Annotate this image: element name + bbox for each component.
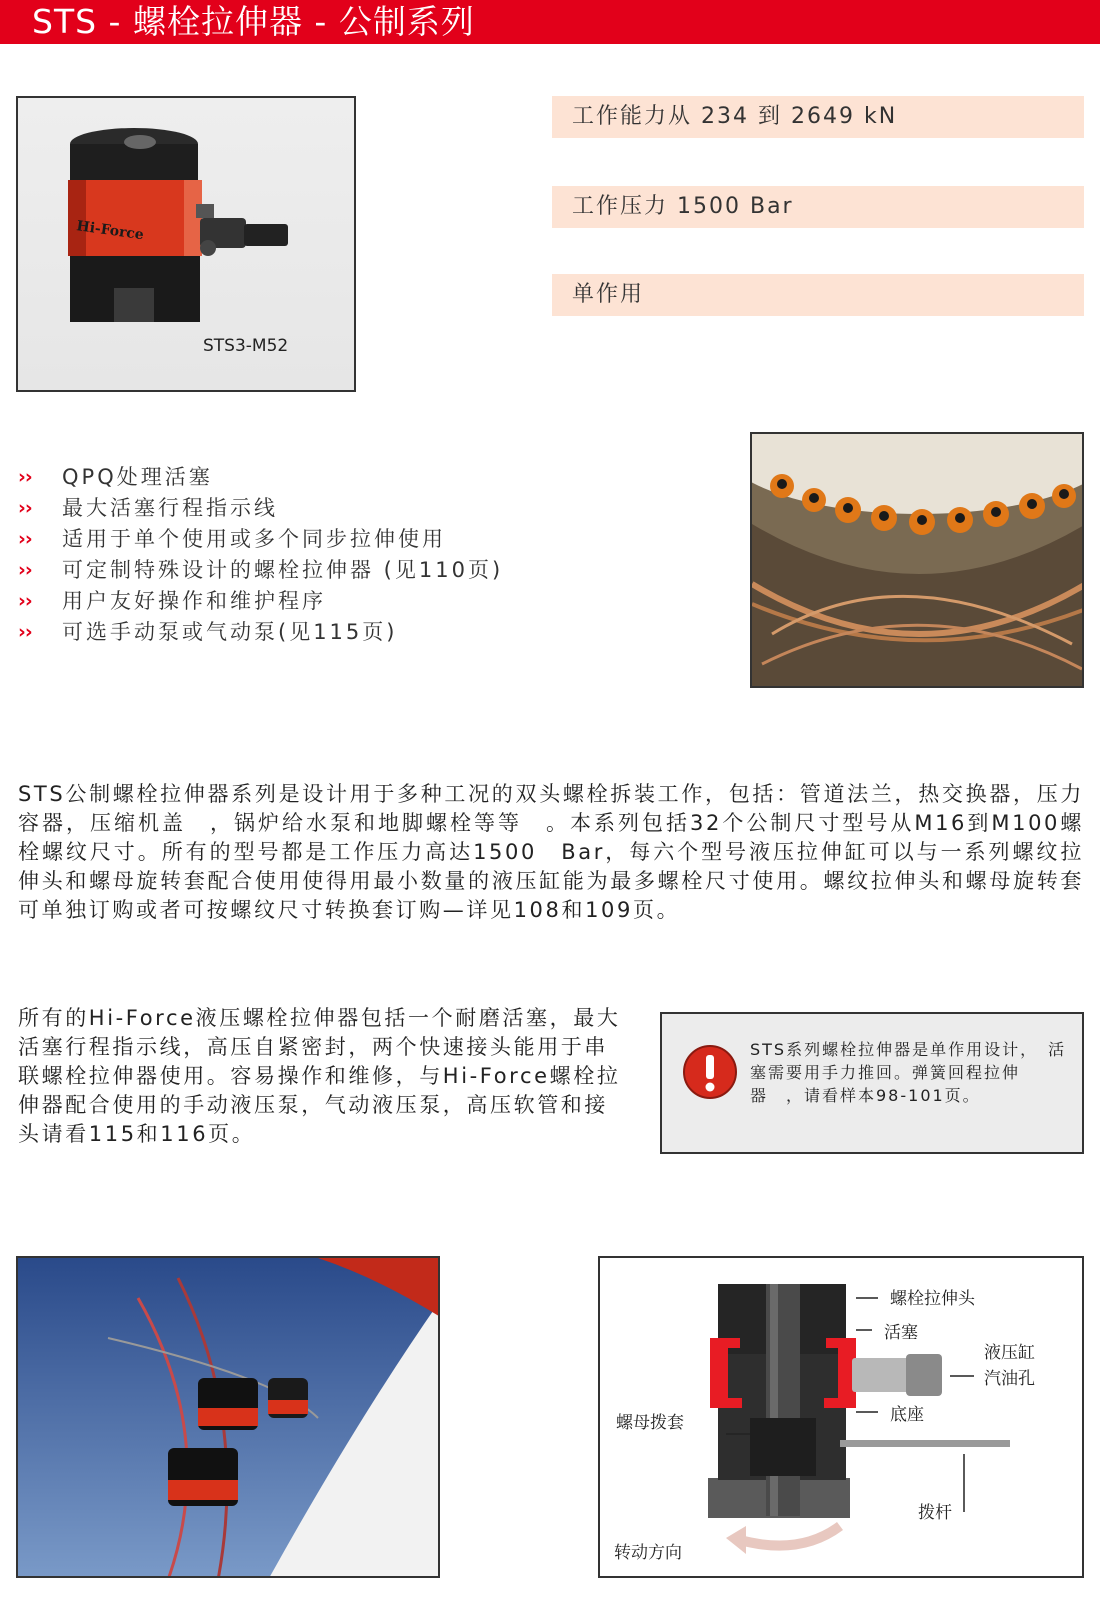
feature-item: ›› QPQ处理活塞 bbox=[18, 462, 698, 493]
note-box bbox=[660, 1012, 1084, 1154]
chevron-bullet-icon: ›› bbox=[18, 497, 32, 519]
chevron-bullet-icon: ›› bbox=[18, 528, 32, 550]
tensioner-cross-section-diagram bbox=[598, 1256, 1084, 1578]
chevron-bullet-icon: ›› bbox=[18, 590, 32, 612]
header-bar bbox=[0, 0, 1100, 44]
brand-logo: Hi-Force bbox=[75, 218, 145, 244]
features-paragraph: 所有的Hi-Force液压螺栓拉伸器包括一个耐磨活塞，最大活塞行程指示线，高压自紧密封，两个快速接头能用于串联螺栓拉伸器使用。容易操作和维修，与Hi-Force螺栓拉伸器配合使用的手动液压泵，气动液压泵，高压软管和接头请看115和116页。 bbox=[18, 1006, 621, 1146]
tensioner-illustration bbox=[18, 98, 356, 392]
chevron-bullet-icon: ›› bbox=[18, 559, 32, 581]
feature-item: ›› 用户友好操作和维护程序 bbox=[18, 586, 698, 617]
chevron-bullet-icon: ›› bbox=[18, 621, 32, 643]
label-puller-head: 螺栓拉伸头 bbox=[890, 1289, 975, 1309]
chevron-bullet-icon: ›› bbox=[18, 466, 32, 488]
warning-icon bbox=[682, 1044, 738, 1100]
description-paragraph: STS公制螺栓拉伸器系列是设计用于多种工况的双头螺栓拆装工作，包括：管道法兰，热交换器，压力容器，压缩机盖 ，锅炉给水泵和地脚螺栓等等 。本系列包括32个公制尺寸型号从M16到M100螺栓螺纹尺寸。所有的型号都是工作压力高达1500 Bar，每六个型号液压拉伸缸可以与一系列螺纹拉伸头和螺母旋转套配合使用使得用最小数量的液压缸能为最多螺栓尺寸使用。螺纹拉伸头和螺母旋转套可单独订购或者可按螺纹尺寸转换套订购—详见108和109页。 bbox=[18, 782, 1084, 922]
feature-item: ›› 可定制特殊设计的螺栓拉伸器 (见110页) bbox=[18, 555, 698, 586]
label-tommy-bar: 拨杆 bbox=[918, 1503, 952, 1523]
label-oil-port: 汽油孔 bbox=[984, 1369, 1035, 1389]
feature-list bbox=[18, 462, 698, 648]
spec-action: 单作用 bbox=[552, 274, 1084, 316]
label-cylinder: 液压缸 bbox=[984, 1343, 1035, 1363]
note-text: STS系列螺栓拉伸器是单作用设计， 活塞需要用手力推回。弹簧回程拉伸器 ，请看样本98-101页。 bbox=[750, 1040, 1067, 1105]
product-image bbox=[16, 96, 356, 392]
spec-pressure: 工作压力 1500 Bar bbox=[552, 186, 1084, 228]
product-model-caption: STS3-M52 bbox=[203, 336, 289, 356]
feature-item: ›› 最大活塞行程指示线 bbox=[18, 493, 698, 524]
label-piston: 活塞 bbox=[884, 1323, 918, 1343]
feature-item: ›› 适用于单个使用或多个同步拉伸使用 bbox=[18, 524, 698, 555]
label-rotation-direction: 转动方向 bbox=[614, 1543, 682, 1563]
spec-capacity: 工作能力从 234 到 2649 kN bbox=[552, 96, 1084, 138]
application-photo-flange bbox=[750, 432, 1084, 688]
label-nut-socket: 螺母拨套 bbox=[616, 1413, 684, 1433]
feature-item: ›› 可选手动泵或气动泵(见115页) bbox=[18, 617, 698, 648]
page-title: STS - 螺栓拉伸器 - 公制系列 bbox=[32, 2, 475, 41]
application-photo-operator bbox=[16, 1256, 440, 1578]
label-base: 底座 bbox=[890, 1405, 924, 1425]
